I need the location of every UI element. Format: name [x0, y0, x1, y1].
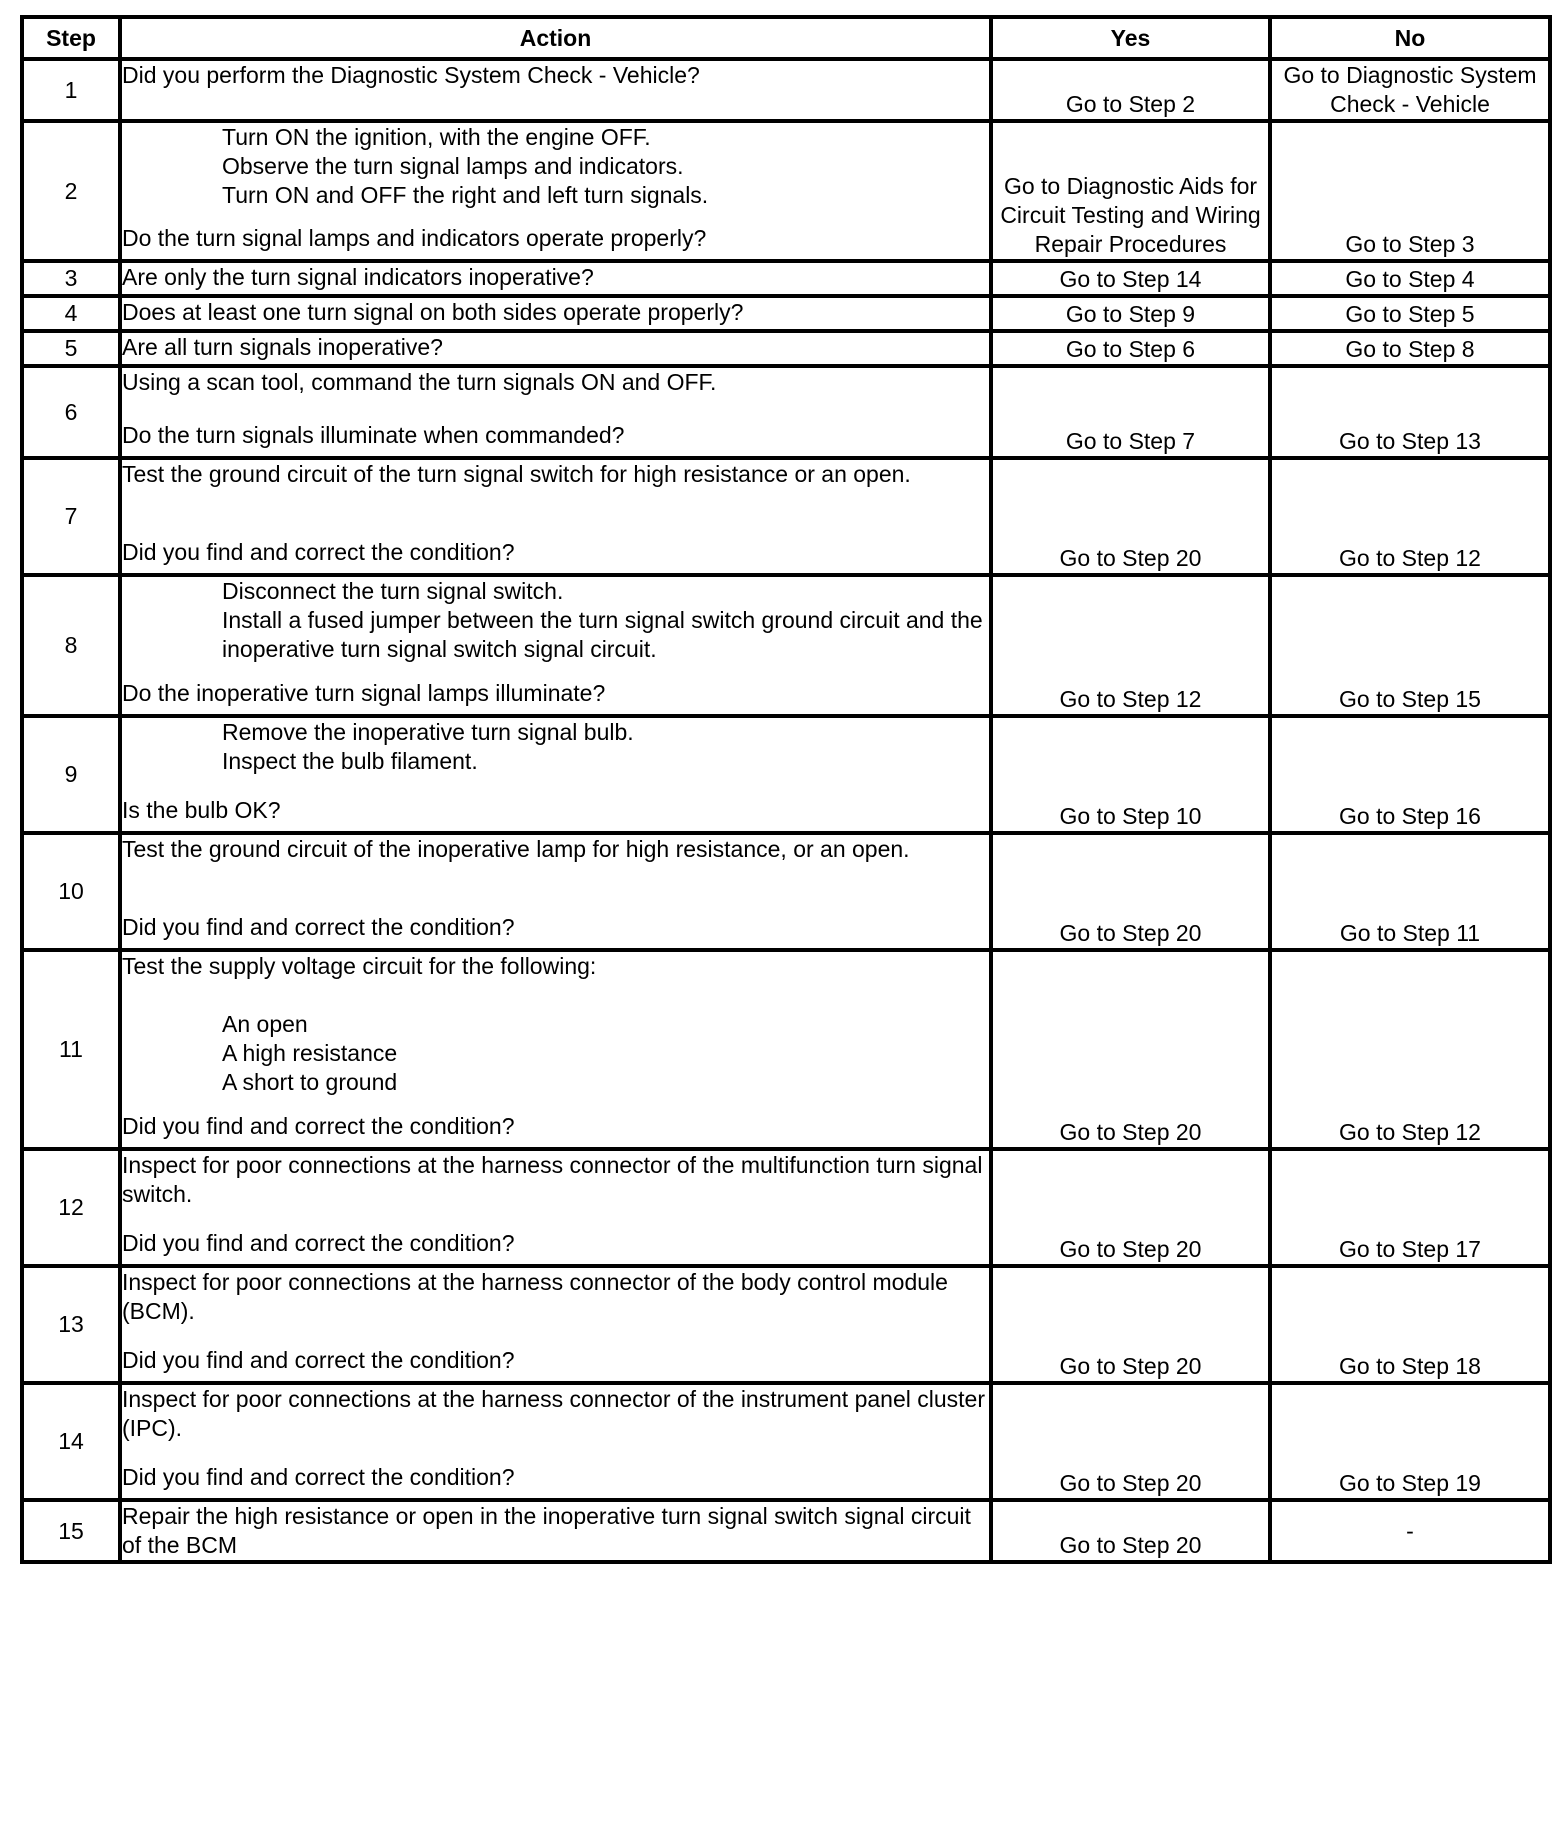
action-cell [120, 1149, 991, 1266]
substep: Inspect the bulb filament. [222, 748, 478, 774]
action-text: Inspect for poor connections at the harness connector of the body control module (BCM). [122, 1269, 948, 1324]
step-number: 7 [22, 458, 120, 575]
action-text: Did you perform the Diagnostic System Check - Vehicle? [122, 62, 700, 88]
header-row [22, 17, 1550, 59]
table-row [22, 261, 1550, 296]
step-number: 12 [22, 1149, 120, 1266]
action-content [122, 835, 989, 942]
step-number: 8 [22, 575, 120, 716]
table-row [22, 296, 1550, 331]
action-text: Repair the high resistance or open in the inoperative turn signal switch signal circuit of the BCM [122, 1503, 971, 1558]
table-row [22, 121, 1550, 261]
action-content [122, 333, 989, 362]
substep: Disconnect the turn signal switch. [222, 578, 564, 604]
step-number: 4 [22, 296, 120, 331]
action-cell [120, 1383, 991, 1500]
step-number: 14 [22, 1383, 120, 1500]
action-cell [120, 1266, 991, 1383]
no-result: Go to Step 15 [1270, 575, 1550, 716]
yes-result: Go to Step 7 [991, 366, 1270, 458]
substep: Install a fused jumper between the turn signal switch ground circuit and the inoperative turn signal switch signal circuit. [222, 607, 983, 662]
action-question: Did you find and correct the condition? [122, 1113, 515, 1139]
action-cell [120, 575, 991, 716]
table-row [22, 458, 1550, 575]
action-question: Did you find and correct the condition? [122, 1464, 515, 1490]
table-row [22, 833, 1550, 950]
no-result: - [1270, 1500, 1550, 1562]
action-question: Did you find and correct the condition? [122, 539, 515, 565]
action-question: Do the turn signals illuminate when commanded? [122, 422, 625, 448]
diagnostic-table [20, 15, 1552, 1564]
no-result: Go to Step 11 [1270, 833, 1550, 950]
yes-result: Go to Step 20 [991, 950, 1270, 1149]
action-question: Did you find and correct the condition? [122, 1347, 515, 1373]
spacer [122, 981, 989, 1010]
step-number: 6 [22, 366, 120, 458]
step-number: 2 [22, 121, 120, 261]
action-content [122, 368, 989, 450]
no-result: Go to Step 17 [1270, 1149, 1550, 1266]
yes-result: Go to Step 20 [991, 833, 1270, 950]
no-result: Go to Diagnostic System Check - Vehicle [1270, 59, 1550, 121]
table-row [22, 1383, 1550, 1500]
no-result: Go to Step 12 [1270, 458, 1550, 575]
table-row [22, 59, 1550, 121]
no-result: Go to Step 18 [1270, 1266, 1550, 1383]
no-result: Go to Step 16 [1270, 716, 1550, 833]
action-content [122, 123, 989, 253]
action-text: Are all turn signals inoperative? [122, 334, 443, 360]
step-number: 3 [22, 261, 120, 296]
yes-result: Go to Step 10 [991, 716, 1270, 833]
substep: A high resistance [222, 1040, 398, 1066]
action-text: Test the ground circuit of the turn signal switch for high resistance or an open. [122, 461, 911, 487]
no-result: Go to Step 13 [1270, 366, 1550, 458]
table-row [22, 366, 1550, 458]
action-content [122, 577, 989, 708]
action-cell [120, 833, 991, 950]
no-result: Go to Step 12 [1270, 950, 1550, 1149]
yes-result: Go to Step 12 [991, 575, 1270, 716]
header-action: Action [120, 17, 991, 59]
action-content [122, 718, 989, 825]
action-text: Inspect for poor connections at the harness connector of the instrument panel cluster (IPC). [122, 1386, 985, 1441]
action-content [122, 298, 989, 327]
action-cell [120, 1500, 991, 1562]
action-text: Does at least one turn signal on both sides operate properly? [122, 299, 744, 325]
step-number: 1 [22, 59, 120, 121]
action-text: Test the supply voltage circuit for the following: [122, 953, 597, 979]
yes-result: Go to Step 9 [991, 296, 1270, 331]
no-result: Go to Step 3 [1270, 121, 1550, 261]
step-number: 10 [22, 833, 120, 950]
action-text: Using a scan tool, command the turn signals ON and OFF. [122, 369, 717, 395]
table-row [22, 1266, 1550, 1383]
action-cell [120, 331, 991, 366]
table-row [22, 950, 1550, 1149]
step-number: 11 [22, 950, 120, 1149]
action-content [122, 1385, 989, 1492]
yes-result: Go to Step 20 [991, 1149, 1270, 1266]
action-question: Is the bulb OK? [122, 797, 281, 823]
action-content [122, 1268, 989, 1375]
action-text: Inspect for poor connections at the harness connector of the multifunction turn signal switch. [122, 1152, 983, 1207]
header-yes: Yes [991, 17, 1270, 59]
yes-result: Go to Step 20 [991, 1383, 1270, 1500]
action-content [122, 952, 989, 1141]
step-number: 13 [22, 1266, 120, 1383]
action-content [122, 1151, 989, 1258]
header-step: Step [22, 17, 120, 59]
substep: Observe the turn signal lamps and indicators. [222, 153, 684, 179]
action-cell [120, 59, 991, 121]
substep: Turn ON and OFF the right and left turn signals. [222, 182, 709, 208]
yes-result: Go to Step 6 [991, 331, 1270, 366]
substep: A short to ground [222, 1069, 398, 1095]
action-cell [120, 261, 991, 296]
no-result: Go to Step 19 [1270, 1383, 1550, 1500]
yes-result: Go to Diagnostic Aids for Circuit Testing and Wiring Repair Procedures [991, 121, 1270, 261]
step-number: 5 [22, 331, 120, 366]
action-content [122, 61, 989, 109]
substep: Remove the inoperative turn signal bulb. [222, 719, 634, 745]
substep: Turn ON the ignition, with the engine OFF. [222, 124, 651, 150]
table-row [22, 716, 1550, 833]
action-cell [120, 121, 991, 261]
yes-result: Go to Step 2 [991, 59, 1270, 121]
yes-result: Go to Step 20 [991, 1266, 1270, 1383]
step-number: 15 [22, 1500, 120, 1562]
no-result: Go to Step 8 [1270, 331, 1550, 366]
action-cell [120, 296, 991, 331]
table-row [22, 1149, 1550, 1266]
no-result: Go to Step 4 [1270, 261, 1550, 296]
yes-result: Go to Step 14 [991, 261, 1270, 296]
table-row [22, 1500, 1550, 1562]
step-number: 9 [22, 716, 120, 833]
action-content [122, 263, 989, 292]
action-text: Are only the turn signal indicators inoperative? [122, 264, 594, 290]
no-result: Go to Step 5 [1270, 296, 1550, 331]
action-cell [120, 716, 991, 833]
action-question: Did you find and correct the condition? [122, 914, 515, 940]
action-cell [120, 950, 991, 1149]
table-row [22, 331, 1550, 366]
table-row [22, 575, 1550, 716]
substep: An open [222, 1011, 308, 1037]
action-question: Did you find and correct the condition? [122, 1230, 515, 1256]
yes-result: Go to Step 20 [991, 1500, 1270, 1562]
action-text: Test the ground circuit of the inoperative lamp for high resistance, or an open. [122, 836, 910, 862]
action-question: Do the inoperative turn signal lamps illuminate? [122, 680, 606, 706]
header-no: No [1270, 17, 1550, 59]
table-body [22, 59, 1550, 1562]
action-cell [120, 366, 991, 458]
action-content [122, 1502, 989, 1560]
yes-result: Go to Step 20 [991, 458, 1270, 575]
action-content [122, 460, 989, 567]
action-question: Do the turn signal lamps and indicators operate properly? [122, 225, 707, 251]
action-cell [120, 458, 991, 575]
